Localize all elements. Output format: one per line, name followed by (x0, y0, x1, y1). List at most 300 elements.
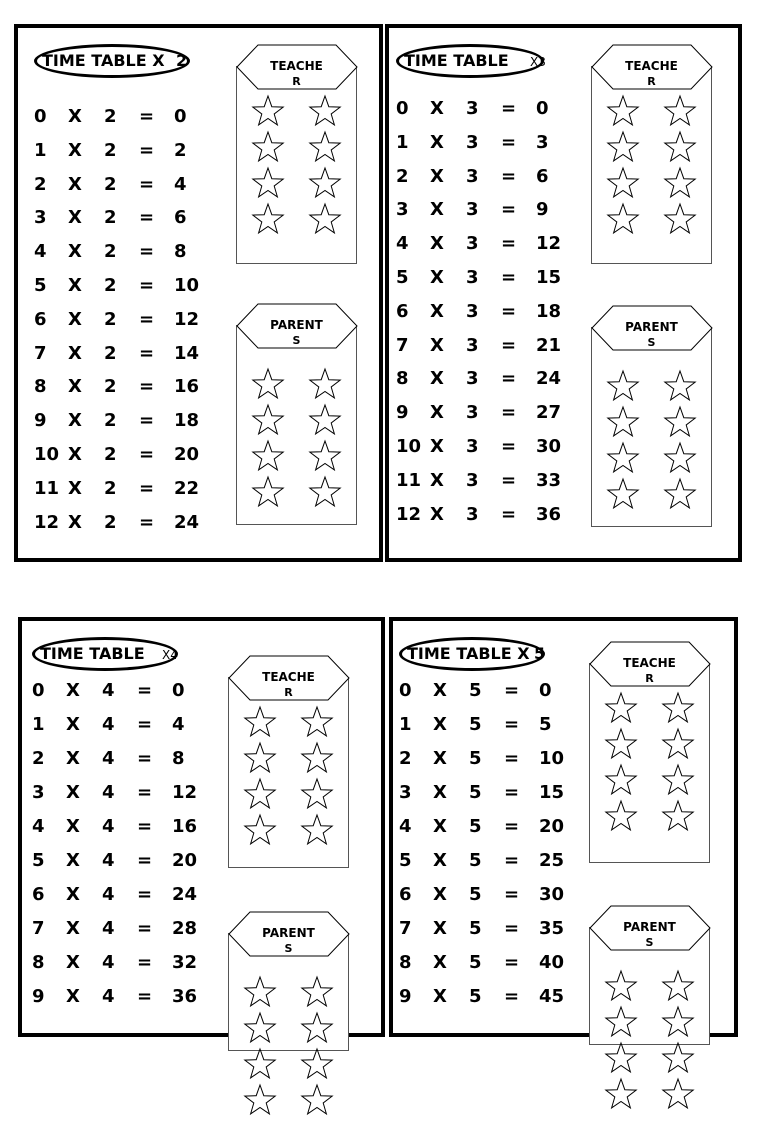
star-outline-icon[interactable] (603, 1005, 639, 1039)
star-shape (299, 741, 335, 775)
star-shape (299, 1047, 335, 1081)
multiplicand: 6 (399, 884, 412, 905)
product: 5 (539, 714, 552, 735)
title-suffix: 2 (176, 51, 188, 70)
multiplicand: 1 (34, 139, 47, 161)
star-outline-icon[interactable] (299, 1047, 335, 1081)
star-outline-icon[interactable] (250, 475, 286, 509)
star-outline-icon[interactable] (307, 439, 343, 473)
star-outline-icon[interactable] (660, 1077, 696, 1111)
star-shape (662, 369, 698, 403)
product: 12 (172, 782, 198, 803)
star-outline-icon[interactable] (242, 777, 278, 811)
times-sign: X (430, 98, 444, 119)
multiplier: 5 (469, 816, 482, 837)
teacher-label-line-2: R (292, 75, 301, 88)
teacher-label-line-1: TEACHE (625, 59, 678, 73)
star-shape (605, 130, 641, 164)
multiplicand: 7 (396, 334, 409, 356)
star-shape (299, 1011, 335, 1045)
product: 4 (172, 714, 185, 735)
product: 24 (172, 884, 198, 905)
multiplicand: 12 (34, 511, 60, 533)
star-shape (605, 94, 641, 128)
star-shape (605, 369, 641, 403)
multiplier: 2 (104, 173, 117, 195)
star-outline-icon[interactable] (603, 969, 639, 1003)
multiplicand: 12 (396, 503, 422, 525)
equals-sign: = (501, 503, 517, 525)
times-sign: X (68, 410, 82, 432)
equals-sign: = (504, 986, 520, 1007)
star-shape (660, 1005, 696, 1039)
star-outline-icon[interactable] (242, 975, 278, 1009)
multiplicand: 6 (396, 300, 409, 322)
multiplicand: 3 (32, 782, 45, 803)
times-sign: X (430, 368, 444, 390)
times-sign: X (66, 918, 80, 939)
star-outline-icon[interactable] (660, 763, 696, 797)
equals-sign: = (504, 782, 520, 803)
star-shape (660, 969, 696, 1003)
multiplier: 4 (102, 782, 115, 803)
multiplier: 4 (102, 714, 115, 735)
equals-sign: = (504, 748, 520, 769)
equals-sign: = (137, 850, 153, 871)
star-outline-icon[interactable] (299, 1083, 335, 1117)
multiplier: 5 (469, 952, 482, 973)
teacher-label-line-1: TEACHE (623, 656, 676, 670)
product: 25 (539, 850, 565, 871)
star-outline-icon[interactable] (250, 403, 286, 437)
product: 40 (539, 952, 565, 973)
multiplicand: 4 (396, 233, 409, 255)
star-outline-icon[interactable] (307, 367, 343, 401)
times-sign: X (430, 435, 444, 457)
product: 2 (174, 139, 187, 161)
times-sign: X (66, 884, 80, 905)
equals-sign: = (137, 986, 153, 1007)
star-shape (603, 1077, 639, 1111)
multiplier: 2 (104, 139, 117, 161)
star-outline-icon[interactable] (250, 367, 286, 401)
multiplier: 3 (466, 233, 479, 255)
times-sign: X (430, 469, 444, 491)
multiplier: 2 (104, 308, 117, 330)
star-shape (250, 94, 286, 128)
star-shape (242, 705, 278, 739)
star-outline-icon[interactable] (299, 975, 335, 1009)
equals-sign: = (137, 884, 153, 905)
multiplier: 3 (466, 402, 479, 424)
star-shape (660, 1077, 696, 1111)
star-outline-icon[interactable] (605, 130, 641, 164)
multiplicand: 5 (32, 850, 45, 871)
multiplicand: 9 (32, 986, 45, 1007)
times-sign: X (433, 884, 447, 905)
equals-sign: = (139, 342, 155, 364)
times-sign: X (430, 334, 444, 356)
star-outline-icon[interactable] (660, 1005, 696, 1039)
times-sign: X (68, 342, 82, 364)
equals-sign: = (501, 98, 517, 119)
star-outline-icon[interactable] (242, 1011, 278, 1045)
star-outline-icon[interactable] (299, 741, 335, 775)
parents-label-line-1: PARENT (623, 920, 676, 934)
star-shape (605, 441, 641, 475)
multiplier: 2 (104, 241, 117, 263)
times-sign: X (68, 207, 82, 229)
product: 0 (174, 106, 187, 127)
times-sign: X (430, 503, 444, 525)
star-outline-icon[interactable] (660, 1041, 696, 1075)
star-outline-icon[interactable] (605, 369, 641, 403)
star-outline-icon[interactable] (307, 403, 343, 437)
multiplicand: 5 (396, 266, 409, 288)
product: 12 (174, 308, 200, 330)
product: 21 (536, 334, 562, 356)
times-sign: X (433, 850, 447, 871)
star-outline-icon[interactable] (662, 441, 698, 475)
star-outline-icon[interactable] (605, 477, 641, 511)
multiplicand: 0 (32, 680, 45, 701)
parents-label-line-1: PARENT (262, 926, 315, 940)
equals-sign: = (501, 435, 517, 457)
teacher-hexagon-label (591, 44, 712, 88)
times-sign: X (66, 986, 80, 1007)
times-sign: X (68, 241, 82, 263)
multiplicand: 8 (34, 376, 47, 398)
multiplicand: 3 (396, 199, 409, 221)
times-sign: X (430, 165, 444, 187)
multiplicand: 7 (32, 918, 45, 939)
multiplier: 2 (104, 477, 117, 499)
multiplier: 3 (466, 266, 479, 288)
multiplier: 2 (104, 342, 117, 364)
product: 6 (536, 165, 549, 187)
star-shape (605, 405, 641, 439)
times-sign: X (433, 918, 447, 939)
star-outline-icon[interactable] (299, 813, 335, 847)
title-text: TIME TABLE X (407, 644, 530, 663)
times-sign: X (433, 986, 447, 1007)
equals-sign: = (501, 233, 517, 255)
times-sign: X (66, 850, 80, 871)
product: 15 (536, 266, 562, 288)
multiplier: 4 (102, 748, 115, 769)
equals-sign: = (137, 680, 153, 701)
equals-sign: = (139, 241, 155, 263)
parents-label-line-1: PARENT (625, 320, 678, 334)
star-outline-icon[interactable] (242, 1047, 278, 1081)
star-shape (250, 202, 286, 236)
multiplicand: 4 (399, 816, 412, 837)
multiplier: 5 (469, 850, 482, 871)
multiplier: 2 (104, 274, 117, 296)
product: 22 (174, 477, 200, 499)
star-outline-icon[interactable] (605, 94, 641, 128)
star-shape (299, 975, 335, 1009)
product: 35 (539, 918, 565, 939)
multiplier: 4 (102, 918, 115, 939)
star-outline-icon[interactable] (605, 441, 641, 475)
star-outline-icon[interactable] (662, 369, 698, 403)
star-outline-icon[interactable] (603, 799, 639, 833)
star-shape (662, 166, 698, 200)
equals-sign: = (139, 308, 155, 330)
multiplier: 3 (466, 334, 479, 356)
product: 36 (536, 503, 562, 525)
equals-sign: = (137, 918, 153, 939)
multiplicand: 2 (34, 173, 47, 195)
times-sign: X (68, 139, 82, 161)
star-outline-icon[interactable] (603, 691, 639, 725)
times-sign: X (68, 443, 82, 465)
teacher-label-line-1: TEACHE (262, 670, 315, 684)
multiplier: 2 (104, 376, 117, 398)
multiplier: 4 (102, 816, 115, 837)
teacher-hexagon-label (236, 44, 357, 88)
product: 24 (536, 368, 562, 390)
star-outline-icon[interactable] (250, 130, 286, 164)
times-sign: X (68, 376, 82, 398)
multiplicand: 4 (34, 241, 47, 263)
parents-label-line-2: S (284, 942, 293, 955)
product: 20 (539, 816, 565, 837)
star-shape (242, 1083, 278, 1117)
equals-sign: = (501, 469, 517, 491)
multiplier: 5 (469, 748, 482, 769)
teacher-label-line-2: R (647, 75, 656, 88)
times-sign: X (68, 308, 82, 330)
product: 14 (174, 342, 200, 364)
times-sign: X (68, 477, 82, 499)
equals-sign: = (504, 918, 520, 939)
product: 33 (536, 469, 562, 491)
star-outline-icon[interactable] (605, 166, 641, 200)
star-outline-icon[interactable] (662, 477, 698, 511)
star-outline-icon[interactable] (299, 705, 335, 739)
star-outline-icon[interactable] (250, 94, 286, 128)
product: 10 (539, 748, 565, 769)
multiplicand: 1 (399, 714, 412, 735)
multiplier: 3 (466, 300, 479, 322)
star-shape (660, 799, 696, 833)
title-text: TIME TABLE X (42, 51, 165, 70)
parents-hexagon-label (228, 911, 349, 955)
times-sign: X (66, 782, 80, 803)
equals-sign: = (137, 782, 153, 803)
multiplier: 5 (469, 884, 482, 905)
star-outline-icon[interactable] (242, 705, 278, 739)
equals-sign: = (137, 714, 153, 735)
equals-sign: = (501, 199, 517, 221)
star-outline-icon[interactable] (307, 202, 343, 236)
star-shape (603, 727, 639, 761)
star-outline-icon[interactable] (307, 94, 343, 128)
multiplicand: 2 (399, 748, 412, 769)
product: 3 (536, 131, 549, 153)
star-outline-icon[interactable] (662, 166, 698, 200)
equals-sign: = (139, 410, 155, 432)
multiplier: 4 (102, 952, 115, 973)
star-outline-icon[interactable] (662, 202, 698, 236)
parents-hexagon-label (589, 905, 710, 949)
parents-label-line-2: S (647, 336, 656, 349)
star-outline-icon[interactable] (250, 439, 286, 473)
star-shape (603, 691, 639, 725)
star-outline-icon[interactable] (250, 166, 286, 200)
star-shape (242, 741, 278, 775)
equals-sign: = (501, 131, 517, 153)
star-outline-icon[interactable] (242, 813, 278, 847)
product: 18 (174, 410, 200, 432)
star-shape (242, 1011, 278, 1045)
star-shape (603, 763, 639, 797)
star-shape (603, 1041, 639, 1075)
parents-label-line-2: S (645, 936, 654, 949)
star-outline-icon[interactable] (605, 405, 641, 439)
star-outline-icon[interactable] (242, 741, 278, 775)
teacher-label-line-2: R (645, 672, 654, 685)
times-sign: X (433, 714, 447, 735)
product: 8 (172, 748, 185, 769)
star-shape (662, 202, 698, 236)
parents-label-line-2: S (292, 334, 301, 347)
star-shape (299, 777, 335, 811)
star-shape (605, 202, 641, 236)
multiplicand: 10 (396, 435, 422, 457)
times-sign: X (66, 680, 80, 701)
equals-sign: = (139, 139, 155, 161)
product: 8 (174, 241, 187, 263)
equals-sign: = (501, 165, 517, 187)
equals-sign: = (139, 443, 155, 465)
equals-sign: = (504, 850, 520, 871)
multiplicand: 10 (34, 443, 60, 465)
multiplicand: 5 (34, 274, 47, 296)
equals-sign: = (139, 376, 155, 398)
star-shape (307, 403, 343, 437)
multiplicand: 9 (396, 402, 409, 424)
equals-sign: = (139, 106, 155, 127)
star-outline-icon[interactable] (603, 763, 639, 797)
product: 4 (174, 173, 187, 195)
parents-hexagon-label (236, 303, 357, 347)
star-shape (250, 367, 286, 401)
product: 27 (536, 402, 562, 424)
star-outline-icon[interactable] (662, 405, 698, 439)
product: 10 (174, 274, 200, 296)
star-shape (307, 202, 343, 236)
equals-sign: = (501, 266, 517, 288)
product: 16 (174, 376, 200, 398)
multiplier: 3 (466, 368, 479, 390)
multiplier: 2 (104, 443, 117, 465)
multiplicand: 0 (34, 106, 47, 127)
multiplier: 3 (466, 503, 479, 525)
multiplier: 2 (104, 207, 117, 229)
equals-sign: = (504, 714, 520, 735)
equals-sign: = (504, 952, 520, 973)
product: 30 (536, 435, 562, 457)
times-sign: X (68, 173, 82, 195)
star-shape (662, 405, 698, 439)
star-shape (603, 1005, 639, 1039)
multiplicand: 6 (32, 884, 45, 905)
product: 15 (539, 782, 565, 803)
star-outline-icon[interactable] (242, 1083, 278, 1117)
star-outline-icon[interactable] (603, 1077, 639, 1111)
star-outline-icon[interactable] (660, 799, 696, 833)
multiplicand: 4 (32, 816, 45, 837)
times-sign: X (433, 816, 447, 837)
equals-sign: = (501, 402, 517, 424)
star-shape (662, 441, 698, 475)
star-shape (299, 705, 335, 739)
multiplier: 4 (102, 680, 115, 701)
multiplier: 4 (102, 986, 115, 1007)
star-shape (250, 130, 286, 164)
multiplicand: 7 (34, 342, 47, 364)
product: 24 (174, 511, 200, 533)
equals-sign: = (504, 884, 520, 905)
star-outline-icon[interactable] (662, 94, 698, 128)
product: 20 (172, 850, 198, 871)
star-outline-icon[interactable] (250, 202, 286, 236)
star-outline-icon[interactable] (307, 475, 343, 509)
star-shape (660, 763, 696, 797)
star-outline-icon[interactable] (662, 130, 698, 164)
star-outline-icon[interactable] (299, 1011, 335, 1045)
multiplicand: 8 (396, 368, 409, 390)
multiplicand: 11 (396, 469, 422, 491)
times-sign: X (66, 714, 80, 735)
star-outline-icon[interactable] (660, 969, 696, 1003)
multiplicand: 8 (399, 952, 412, 973)
multiplicand: 1 (396, 131, 409, 153)
star-outline-icon[interactable] (660, 691, 696, 725)
times-sign: X (433, 782, 447, 803)
teacher-label-line-2: R (284, 686, 293, 699)
times-sign: X (68, 106, 82, 127)
star-outline-icon[interactable] (603, 727, 639, 761)
star-shape (662, 130, 698, 164)
multiplicand: 9 (399, 986, 412, 1007)
star-outline-icon[interactable] (660, 727, 696, 761)
multiplier: 5 (469, 714, 482, 735)
equals-sign: = (137, 952, 153, 973)
times-sign: X (430, 266, 444, 288)
star-outline-icon[interactable] (307, 166, 343, 200)
star-outline-icon[interactable] (603, 1041, 639, 1075)
multiplicand: 2 (32, 748, 45, 769)
star-outline-icon[interactable] (299, 777, 335, 811)
star-shape (603, 969, 639, 1003)
times-sign: X (68, 511, 82, 533)
star-shape (307, 367, 343, 401)
star-shape (242, 975, 278, 1009)
equals-sign: = (139, 511, 155, 533)
star-shape (605, 477, 641, 511)
star-shape (660, 727, 696, 761)
star-outline-icon[interactable] (307, 130, 343, 164)
multiplier: 3 (466, 165, 479, 187)
multiplicand: 11 (34, 477, 60, 499)
star-outline-icon[interactable] (605, 202, 641, 236)
multiplier: 3 (466, 98, 479, 119)
equals-sign: = (501, 368, 517, 390)
